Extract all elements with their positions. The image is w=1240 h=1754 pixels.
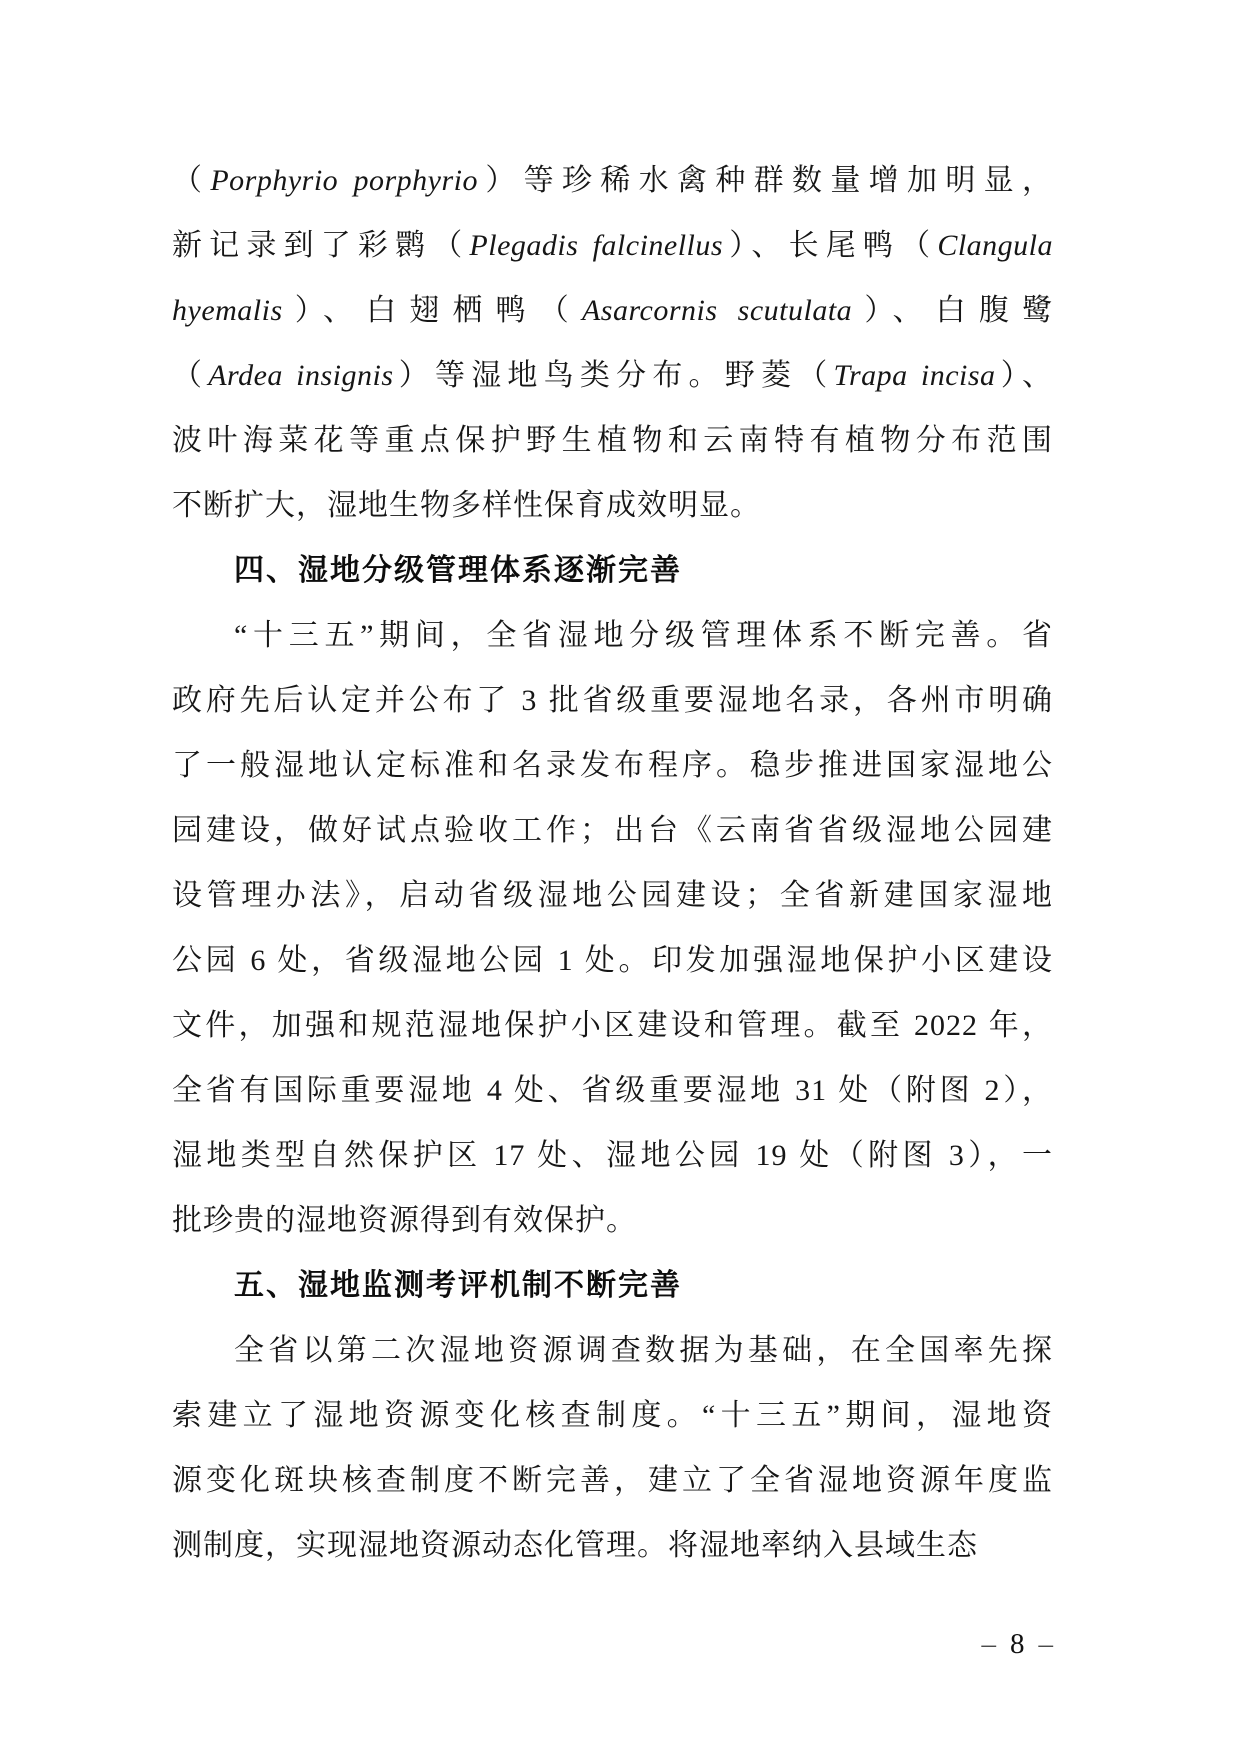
text-line: 不断扩大，湿地生物多样性保育成效明显。	[172, 489, 761, 522]
page-footer	[172, 1622, 1053, 1666]
text-line: 了一般湿地认定标准和名录发布程序。稳步推进国家湿地公	[172, 749, 1053, 782]
text-line: 测制度，实现湿地资源动态化管理。将湿地率纳入县域生态	[172, 1529, 978, 1562]
footer-dash-right: –	[1038, 1628, 1053, 1660]
text-line: 全省有国际重要湿地 4 处、省级重要湿地 31 处（附图 2），	[172, 1074, 1053, 1107]
text-line: 政府先后认定并公布了 3 批省级重要湿地名录，各州市明确	[172, 684, 1053, 717]
text-line: “十三五”期间，全省湿地分级管理体系不断完善。省	[234, 619, 1053, 652]
text-block	[172, 148, 1053, 1578]
species-name: Clangula	[937, 229, 1054, 262]
text-line: 公园 6 处，省级湿地公园 1 处。印发加强湿地保护小区建设	[172, 944, 1053, 977]
text-line: 源变化斑块核查制度不断完善，建立了全省湿地资源年度监	[172, 1464, 1053, 1497]
text-line: 索建立了湿地资源变化核查制度。“十三五”期间，湿地资	[172, 1399, 1053, 1432]
species-name: Ardea insignis	[208, 359, 394, 392]
text-line: （Porphyrio porphyrio）等珍稀水禽种群数量增加明显，	[172, 164, 1054, 197]
text-line: 文件，加强和规范湿地保护小区建设和管理。截至 2022 年，	[172, 1009, 1053, 1042]
page-number: 8	[1010, 1628, 1025, 1660]
text-line: 设管理办法》，启动省级湿地公园建设；全省新建国家湿地	[172, 879, 1053, 912]
species-name: hyemalis	[172, 294, 283, 327]
species-name: Asarcornis scutulata	[581, 294, 853, 327]
species-name: Plegadis falcinellus	[469, 229, 724, 262]
text-line: hyemalis）、白翅栖鸭（Asarcornis scutulata）、白腹鹭	[172, 294, 1054, 327]
section-heading: 五、湿地监测考评机制不断完善	[234, 1269, 682, 1302]
text-line: 新记录到了彩鹮（Plegadis falcinellus）、长尾鸭（Clangula	[172, 229, 1054, 262]
section-heading: 四、湿地分级管理体系逐渐完善	[234, 554, 682, 587]
text-line: 全省以第二次湿地资源调查数据为基础，在全国率先探	[234, 1334, 1053, 1367]
text-line: 园建设，做好试点验收工作；出台《云南省省级湿地公园建	[172, 814, 1053, 847]
text-line: 波叶海菜花等重点保护野生植物和云南特有植物分布范围	[172, 424, 1053, 457]
footer-dash-left: –	[981, 1628, 996, 1660]
species-name: Porphyrio porphyrio	[210, 164, 479, 197]
text-line: 批珍贵的湿地资源得到有效保护。	[172, 1204, 637, 1237]
species-name: Trapa incisa	[833, 359, 996, 392]
text-line: （Ardea insignis）等湿地鸟类分布。野菱（Trapa incisa）、	[172, 359, 1054, 392]
text-line: 湿地类型自然保护区 17 处、湿地公园 19 处（附图 3），一	[172, 1139, 1053, 1172]
